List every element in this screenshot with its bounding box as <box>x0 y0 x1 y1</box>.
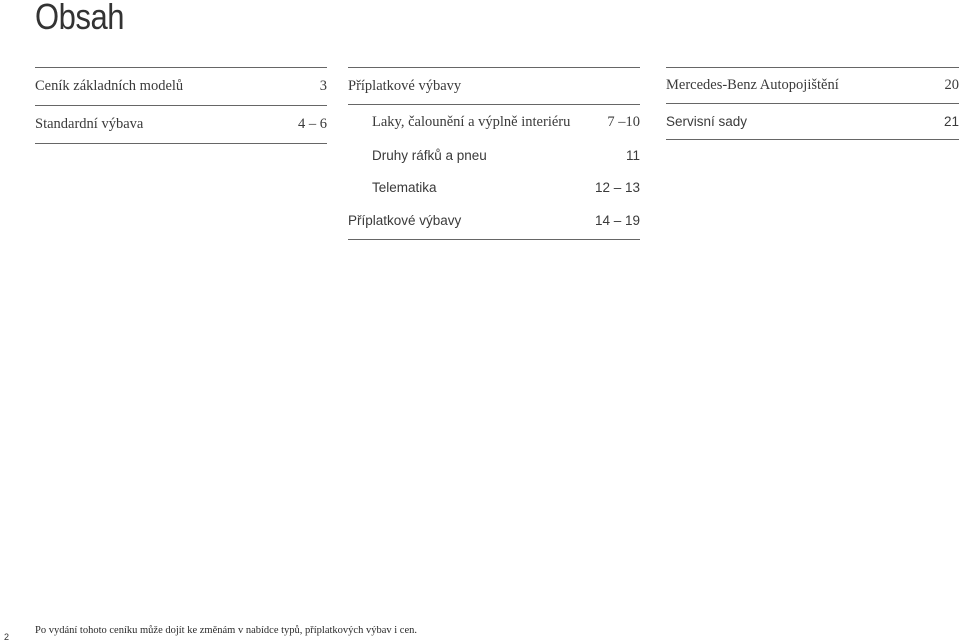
toc-entry-label: Servisní sady <box>666 113 748 129</box>
page-title: Obsah <box>35 0 125 37</box>
toc-entry-page: 11 <box>625 148 640 163</box>
toc-sub-entry[interactable] <box>348 105 640 140</box>
toc-entry-page: 7 –10 <box>607 114 640 131</box>
toc-entry-page: 12 – 13 <box>594 179 640 195</box>
page-number: 2 <box>4 632 10 642</box>
toc-entry-page: 4 – 6 <box>298 116 327 133</box>
toc-entry-page: 20 <box>944 77 959 94</box>
toc-entry-label: Druhy ráfků a pneu <box>372 148 487 163</box>
toc-column-right <box>666 67 959 140</box>
toc-entry-label: Standardní výbava <box>35 116 144 133</box>
toc-entry[interactable] <box>348 203 640 240</box>
footnote: Po vydání tohoto ceníku může dojít ke změnám v nabídce typů, příplatkových výbav i cen. <box>35 625 417 636</box>
toc-entry-label: Telematika <box>372 179 437 195</box>
toc-entry[interactable] <box>35 106 327 144</box>
toc-entry[interactable] <box>35 68 327 106</box>
toc-column-middle <box>348 67 640 240</box>
toc-entry-page: 14 – 19 <box>594 213 640 229</box>
toc-section-heading[interactable] <box>348 68 640 105</box>
toc-entry-label: Laky, čalounění a výplně interiéru <box>372 114 571 131</box>
toc-entry-label: Mercedes-Benz Autopojištění <box>666 77 839 94</box>
toc-entry-page: 3 <box>319 78 327 95</box>
toc-entry-page: 21 <box>943 113 959 129</box>
toc-sub-entry[interactable] <box>348 140 640 172</box>
toc-section-label: Příplatkové výbavy <box>348 77 462 94</box>
toc-entry-label: Příplatkové výbavy <box>348 213 462 229</box>
toc-entry[interactable] <box>666 68 959 104</box>
toc-sub-entry[interactable] <box>348 172 640 204</box>
toc-entry-label: Ceník základních modelů <box>35 78 184 95</box>
toc-column-left <box>35 67 327 144</box>
toc-entry[interactable] <box>666 104 959 140</box>
